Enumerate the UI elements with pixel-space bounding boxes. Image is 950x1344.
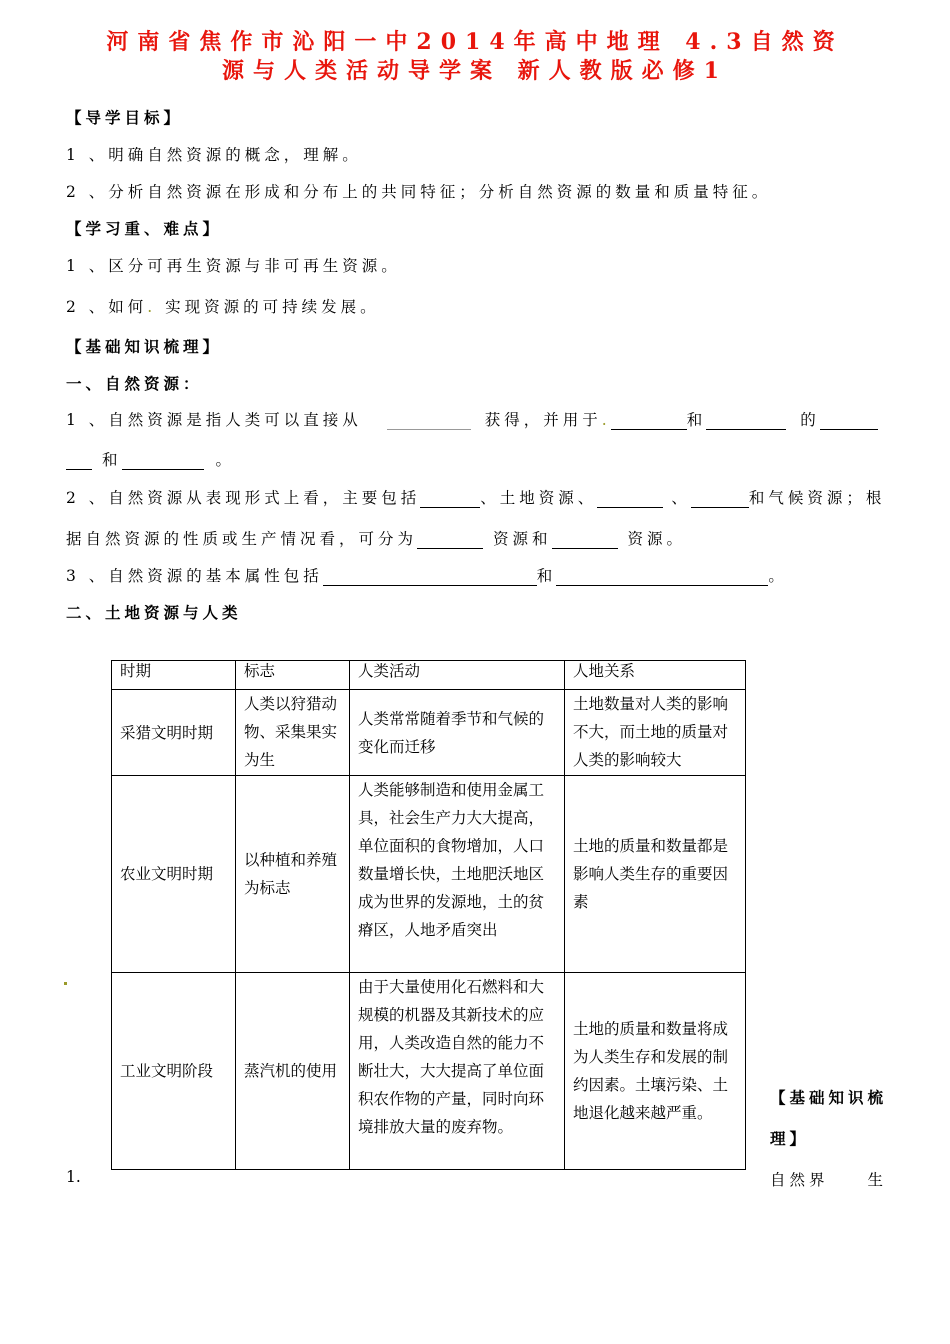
side-text: 自然界 生 xyxy=(770,1171,888,1189)
question-3: 3 、自然资源的基本属性包括 和 。 xyxy=(66,567,788,585)
cell-relation: 土地的质量和数量将成为人类生存和发展的制约因素。土壤污染、土地退化越来越严重。 xyxy=(565,973,746,1170)
footer-number: 1. xyxy=(66,1168,81,1186)
title-line-1: 河南省焦作市沁阳一中2014年高中地理 4.3自然资 xyxy=(106,29,844,55)
header-period: 时期 xyxy=(112,661,236,690)
cell-activity: 人类能够制造和使用金属工具，社会生产力大大提高，单位面积的食物增加，人口数量增长快，土地肥沃地区成为世界的发源地，土的贫瘠区，人地矛盾突出 xyxy=(350,776,565,973)
cell-activity: 由于大量使用化石燃料和大规模的机器及其新技术的应用，人类改造自然的能力不断壮大，大大提高了单位面积农作物的产量，同时向环境排放大量的废弃物。 xyxy=(350,973,565,1170)
cell-relation: 土地的质量和数量都是影响人类生存的重要因素 xyxy=(565,776,746,973)
header-activity: 人类活动 xyxy=(350,661,565,690)
key-point-2: 2 、如何. 实现资源的可持续发展。 xyxy=(66,298,380,316)
cell-period: 农业文明时期 xyxy=(112,776,236,973)
cell-period: 工业文明阶段 xyxy=(112,973,236,1170)
document-title xyxy=(62,28,888,86)
cell-relation: 土地数量对人类的影响不大，而土地的质量对人类的影响较大 xyxy=(565,690,746,776)
stray-dot xyxy=(64,982,67,985)
table-row xyxy=(112,973,746,1170)
basic-knowledge-heading: 【基础知识梳理】 xyxy=(66,337,223,356)
key-point-2-part-a: 2 、如何 xyxy=(66,298,148,316)
side-heading-line-2: 理】 xyxy=(770,1129,810,1148)
fill-blank[interactable] xyxy=(66,453,92,470)
fill-blank[interactable] xyxy=(597,491,663,508)
fill-blank[interactable] xyxy=(552,532,618,549)
header-mark: 标志 xyxy=(236,661,350,690)
question-1-line-1: 1 、自然资源是指人类可以直接从 获得，并用于. 和 的 xyxy=(66,408,878,430)
table-header-row xyxy=(112,661,746,690)
table-row xyxy=(112,776,746,973)
part-2-heading: 二、土地资源与人类 xyxy=(66,603,242,622)
side-heading-line-1: 【基础知识梳 xyxy=(770,1088,888,1107)
fill-blank[interactable] xyxy=(556,569,768,586)
fill-blank[interactable] xyxy=(387,413,471,430)
fill-blank[interactable] xyxy=(691,491,749,508)
part-1-heading: 一、自然资源： xyxy=(66,374,203,393)
fill-blank[interactable] xyxy=(820,413,878,430)
fill-blank[interactable] xyxy=(420,491,480,508)
key-points-heading: 【学习重、难点】 xyxy=(66,219,223,238)
goal-2: 2 、分析自然资源在形成和分布上的共同特征；分析自然资源的数量和质量特征。 xyxy=(66,183,772,201)
cell-activity: 人类常常随着季节和气候的变化而迁移 xyxy=(350,690,565,776)
fill-blank[interactable] xyxy=(122,453,204,470)
cell-mark: 以种植和养殖为标志 xyxy=(236,776,350,973)
question-2-line-1: 2 、自然资源从表现形式上看，主要包括 、土地资源、 、 和气候资源；根 xyxy=(66,489,886,507)
question-1-line-2: 和 。 xyxy=(66,448,235,470)
fill-blank[interactable] xyxy=(706,413,786,430)
key-point-1: 1 、区分可再生资源与非可再生资源。 xyxy=(66,257,401,275)
fill-blank[interactable] xyxy=(417,532,483,549)
table-row xyxy=(112,690,746,776)
fill-blank[interactable] xyxy=(323,569,537,586)
key-point-2-part-b: 实现资源的可持续发展。 xyxy=(165,298,380,316)
fill-blank[interactable] xyxy=(611,413,687,430)
goals-heading: 【导学目标】 xyxy=(66,108,184,127)
cell-period: 采猎文明时期 xyxy=(112,690,236,776)
land-resources-table xyxy=(111,660,746,1170)
cell-mark: 人类以狩猎动物、采集果实为生 xyxy=(236,690,350,776)
header-relation: 人地关系 xyxy=(565,661,746,690)
cell-mark: 蒸汽机的使用 xyxy=(236,973,350,1170)
goal-1: 1 、明确自然资源的概念，理解。 xyxy=(66,146,362,164)
question-2-line-2: 据自然资源的性质或生产情况看，可分为 资源和 资源。 xyxy=(66,530,687,548)
title-line-2: 源与人类活动导学案 新人教版必修1 xyxy=(222,58,728,84)
